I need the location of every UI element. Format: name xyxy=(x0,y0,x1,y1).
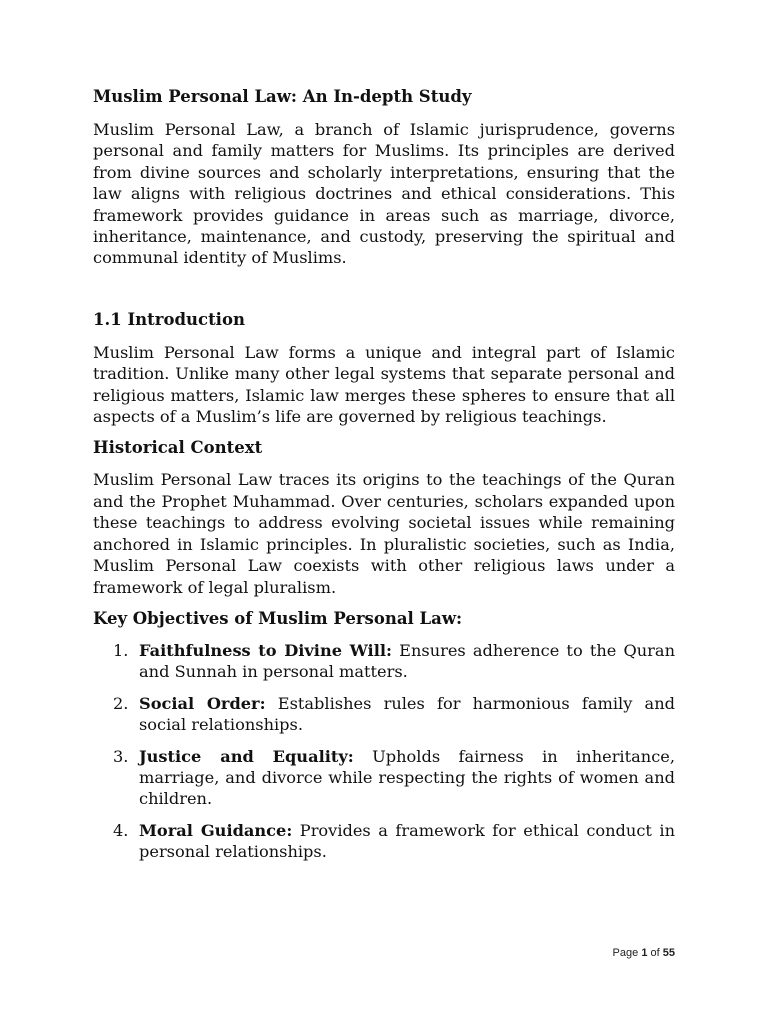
footer-of-word: of xyxy=(650,947,660,959)
objectives-list xyxy=(93,640,675,863)
list-item-term: Social Order: xyxy=(139,693,266,713)
list-item-term: Faithfulness to Divine Will: xyxy=(139,640,392,660)
intro-paragraph: Muslim Personal Law, a branch of Islamic jurisprudence, governs personal and family matters for Muslims. Its principles are derived from divine sources and scholarly interpretations, ensuring that the law aligns with religious doctrines and ethical considerations. This framework provides guidance in areas such as marriage, divorce, inheritance, maintenance, and custody, preserving the spiritual and communal identity of Muslims. xyxy=(93,120,675,268)
list-item xyxy=(93,640,675,683)
list-item-text: Establishes rules for harmonious family and social relationships. xyxy=(139,693,675,735)
footer-page-word: Page xyxy=(612,947,639,959)
page-number-footer xyxy=(613,947,675,959)
document-title: Muslim Personal Law: An In-depth Study xyxy=(93,87,472,106)
section-heading-introduction: 1.1 Introduction xyxy=(93,309,245,329)
document-page xyxy=(93,86,675,863)
list-item-number: 3. xyxy=(113,746,129,766)
list-item-text: Upholds fairness in inheritance, marriage, and divorce while respecting the rights of women and children. xyxy=(139,746,675,809)
introduction-paragraph: Muslim Personal Law forms a unique and integral part of Islamic tradition. Unlike many other legal systems that separate personal and religious matters, Islamic law merges these spheres to ensure that all aspects of a Muslim’s life are governed by religious teachings. xyxy=(93,342,675,427)
historical-context-paragraph: Muslim Personal Law traces its origins to the teachings of the Quran and the Prophet Muhammad. Over centuries, scholars expanded upon these teachings to address evolving societal issues while remaining anchored in Islamic principles. In pluralistic societies, such as India, Muslim Personal Law coexists with other religious laws under a framework of legal pluralism. xyxy=(93,470,675,597)
footer-total-pages: 55 xyxy=(662,947,675,959)
list-item-text: Ensures adherence to the Quran and Sunnah in personal matters. xyxy=(139,640,675,682)
footer-current-page: 1 xyxy=(641,947,648,959)
list-item xyxy=(93,693,675,736)
list-item-term: Moral Guidance: xyxy=(139,820,293,840)
list-item-text: Provides a framework for ethical conduct in personal relationships. xyxy=(139,820,675,862)
list-item-term: Justice and Equality: xyxy=(139,746,354,766)
section-heading-key-objectives: Key Objectives of Muslim Personal Law: xyxy=(93,608,463,628)
list-item-number: 4. xyxy=(113,820,129,840)
list-item xyxy=(93,820,675,863)
list-item-number: 1. xyxy=(113,640,129,660)
list-item-number: 2. xyxy=(113,693,129,713)
section-heading-historical-context: Historical Context xyxy=(93,438,263,458)
list-item xyxy=(93,746,675,810)
